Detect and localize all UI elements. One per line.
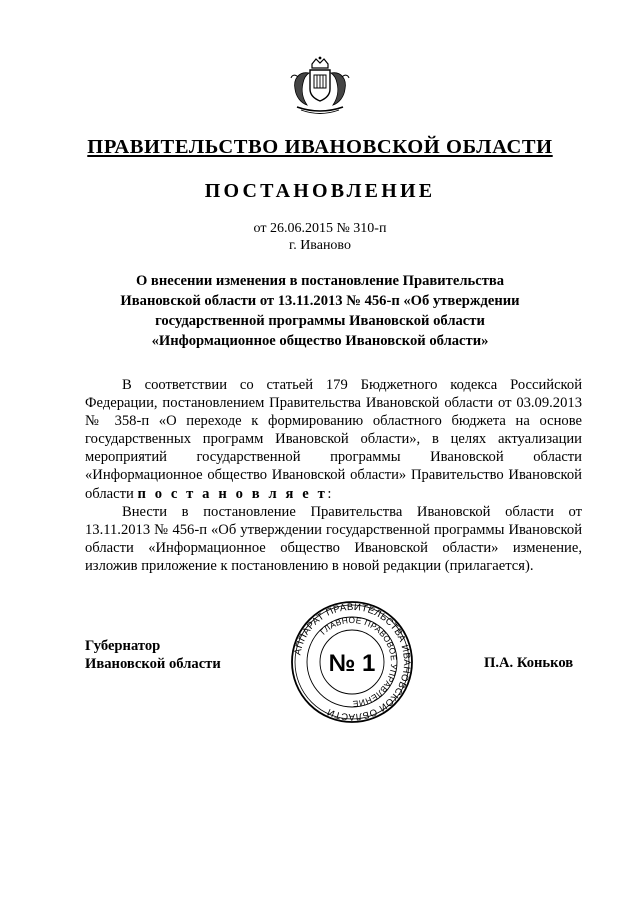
official-seal bbox=[290, 600, 414, 724]
position-line: Ивановской области bbox=[85, 656, 221, 672]
heading-line: «Информационное общество Ивановской области» bbox=[151, 333, 489, 349]
document-body bbox=[85, 376, 582, 575]
document-city: г. Иваново bbox=[289, 238, 351, 253]
document-date-number: от 26.06.2015 № 310-п bbox=[253, 221, 387, 236]
heading-line: Ивановской области от 13.11.2013 № 456-п «Об утверждении bbox=[120, 293, 520, 309]
seal-number: № 1 bbox=[328, 650, 376, 677]
seal-outer-text: АППАРАТ ПРАВИТЕЛЬСТВА ИВАНОВСКОЙ ОБЛАСТИ bbox=[292, 601, 413, 723]
heading-line: государственной программы Ивановской области bbox=[155, 313, 485, 329]
seal-inner-text: ГЛАВНОЕ ПРАВОВОЕ УПРАВЛЕНИЕ bbox=[318, 614, 400, 710]
heading-line: О внесении изменения в постановление Правительства bbox=[135, 273, 505, 289]
resolves-colon: : bbox=[327, 485, 332, 502]
resolves-word: п о с т а н о в л я е т bbox=[137, 485, 328, 502]
position-line: Губернатор bbox=[85, 638, 161, 654]
coat-of-arms-icon bbox=[285, 55, 355, 115]
body-paragraph-2: Внести в постановление Правительства Ивановской области от 13.11.2013 № 456-п «Об утверждении государственной программы Ивановской области «Информационное общество Ивановской области» изменение, изложив приложение к постановлению в новой редакции (прилагается). bbox=[85, 503, 582, 574]
signatory-name: П.А. Коньков bbox=[484, 655, 574, 671]
body-paragraph-1 bbox=[85, 376, 582, 503]
document-type: ПОСТАНОВЛЕНИЕ bbox=[204, 180, 436, 202]
paragraph-text: В соответствии со статьей 179 Бюджетного кодекса Российской Федерации, постановлением Правительства Ивановской области от 03.09.2013 № 358-п «О переходе к формированию областного бюджета на основе государственных программ Ивановской области», в целях актуализации мероприятий государственной программы Ивановской области «Информационное общество Ивановской области» Правительство Ивановской области bbox=[85, 377, 582, 502]
government-title: ПРАВИТЕЛЬСТВО ИВАНОВСКОЙ ОБЛАСТИ bbox=[87, 136, 553, 158]
signatory-position bbox=[85, 637, 221, 673]
document-heading bbox=[70, 271, 570, 351]
